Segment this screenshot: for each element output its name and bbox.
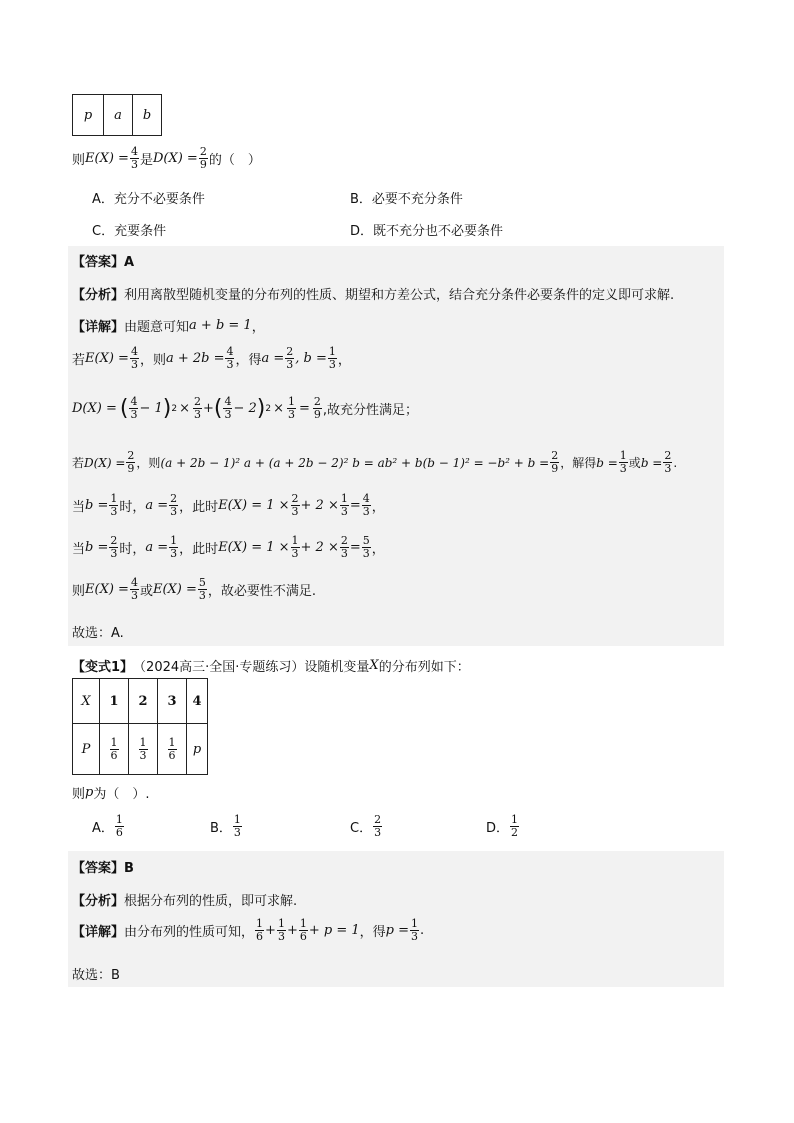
fraction: $\frac{2}{9}$: [127, 449, 135, 475]
fraction: $\frac{1}{3}$: [288, 395, 296, 421]
math-text: a =: [145, 498, 169, 513]
paren: (: [213, 396, 223, 421]
math-text: , b =: [295, 351, 327, 366]
variant-option-a: [92, 814, 125, 839]
text: ，得: [359, 925, 386, 940]
detail-line-5: [72, 535, 385, 560]
math-text: X: [369, 658, 379, 673]
question-stem: [72, 146, 261, 171]
fraction: $\frac{1}{6}$: [115, 813, 123, 839]
table-cell: 4: [187, 679, 208, 724]
analysis: [72, 284, 674, 303]
math-text: p: [85, 785, 94, 800]
fraction: $\frac{4}{3}$: [362, 492, 370, 518]
superscript: 2: [265, 403, 272, 414]
choice-line: 故选：A.: [72, 626, 124, 641]
text: ，此时: [179, 542, 219, 557]
fraction: $\frac{1}{3}$: [277, 917, 285, 943]
text: .: [420, 923, 425, 938]
math-text: + 2 ×: [300, 540, 339, 555]
fraction: $\frac{4}{3}$: [224, 395, 232, 421]
paren: (: [119, 396, 129, 421]
fraction: $\frac{1}{3}$: [233, 813, 241, 839]
math-text: E(X) =: [85, 351, 129, 366]
math-text: − 2: [233, 401, 257, 416]
analysis-text: 利用离散型随机变量的分布列的性质、期望和方差公式，结合充分条件必要条件的定义即可求解.: [124, 288, 675, 303]
math-text: +: [286, 923, 298, 938]
text: 的分布列如下：: [378, 660, 470, 675]
table-cell: b: [133, 95, 162, 136]
math-text: b =: [85, 498, 109, 513]
option-d: D．既不充分也不必要条件: [350, 224, 504, 239]
fraction: $\frac{2}{3}$: [170, 492, 178, 518]
analysis-label: 【分析】: [72, 288, 125, 303]
times-sign: ×: [273, 401, 285, 416]
text: 是: [139, 153, 153, 168]
math-text: b =: [85, 540, 109, 555]
text: 则: [72, 787, 86, 802]
text: ，解得: [560, 456, 597, 470]
math-text: E(X) = 1 ×: [218, 540, 290, 555]
table-cell: [100, 724, 129, 775]
detail-intro: [72, 316, 265, 335]
detail-line-2: [72, 396, 418, 421]
fraction: $\frac{2}{9}$: [313, 395, 321, 421]
text: C．: [350, 821, 373, 836]
fraction: $\frac{1}{3}$: [139, 735, 147, 762]
table-cell: 2: [129, 679, 158, 724]
table-cell: 1: [100, 679, 129, 724]
fraction: $\frac{1}{2}$: [511, 813, 519, 839]
math-text: + 2 ×: [300, 498, 339, 513]
math-text: − 1: [139, 401, 163, 416]
math-text: =: [349, 540, 361, 555]
table-cell: X: [73, 679, 100, 724]
variant-label: 【变式1】: [72, 660, 134, 675]
fraction: $\frac{4}{3}$: [226, 345, 234, 371]
text: ，则: [136, 456, 161, 470]
math-text: (a + 2b − 1)² a + (a + 2b − 2)² b = ab² + b(b − 1)² = −b² + b =: [160, 455, 550, 470]
fraction: $\frac{2}{3}$: [193, 395, 201, 421]
fraction: $\frac{5}{3}$: [362, 534, 370, 560]
text: ，得: [235, 353, 262, 368]
table-cell: 3: [158, 679, 187, 724]
text: ，此时: [179, 500, 219, 515]
math-text: a + b = 1: [189, 318, 252, 333]
text: 由分布列的性质可知，: [124, 925, 255, 940]
text: 或: [139, 584, 153, 599]
math-text: b =: [640, 455, 663, 470]
analysis: [72, 890, 297, 909]
paren: ): [256, 396, 266, 421]
table-cell: a: [104, 95, 133, 136]
fraction: $\frac{4}{3}$: [130, 145, 138, 171]
text: ，: [371, 542, 385, 557]
table-cell: P: [73, 724, 100, 775]
math-text: E(X) = 1 ×: [218, 498, 290, 513]
paren: ): [162, 396, 172, 421]
fraction: $\frac{2}{3}$: [374, 813, 382, 839]
math-text: a + 2b =: [165, 351, 225, 366]
text: 若: [72, 456, 85, 470]
math-text: a =: [261, 351, 285, 366]
math-text: a =: [145, 540, 169, 555]
table-cell: [158, 724, 187, 775]
detail-line: [72, 918, 424, 943]
text: ，故必要性不满足.: [207, 584, 317, 599]
variant-option-d: [486, 814, 520, 839]
detail-label: 【详解】: [72, 320, 125, 335]
text: D．: [486, 821, 510, 836]
detail-line-6: [72, 577, 316, 602]
text: 为（ ）.: [93, 787, 150, 802]
fraction: $\frac{1}{3}$: [411, 917, 418, 943]
option-a: A．充分不必要条件: [92, 192, 205, 207]
fraction: $\frac{1}{3}$: [170, 534, 178, 560]
fraction: $\frac{4}{3}$: [130, 395, 138, 421]
fraction: $\frac{2}{3}$: [340, 534, 348, 560]
fraction: $\frac{2}{3}$: [291, 492, 299, 518]
fraction: $\frac{2}{3}$: [110, 534, 118, 560]
text: 设随机变量: [304, 660, 370, 675]
superscript: 2: [171, 403, 178, 414]
analysis-text: 根据分布列的性质，即可求解.: [124, 894, 298, 909]
choice-line: 故选：B: [72, 968, 120, 983]
text: 的（ ）: [208, 153, 261, 168]
distribution-table-top: [72, 94, 162, 136]
table-cell: [129, 724, 158, 775]
fraction: $\frac{1}{6}$: [256, 917, 264, 943]
option-c: C．充要条件: [92, 224, 167, 239]
plus-sign: +: [202, 401, 214, 416]
fraction: $\frac{1}{6}$: [299, 917, 307, 943]
text: 若: [72, 353, 86, 368]
math-text: + p = 1: [308, 923, 360, 938]
detail-line-1: [72, 346, 351, 371]
option-b: B．必要不充分条件: [350, 192, 463, 207]
variant-question: [72, 783, 149, 802]
fraction: $\frac{4}{3}$: [130, 345, 138, 371]
fraction: $\frac{1}{3}$: [291, 534, 299, 560]
detail-line-3: [72, 450, 677, 475]
table-cell: p: [187, 724, 208, 775]
text: 时，: [119, 500, 146, 515]
text: B．: [210, 821, 232, 836]
math-text: p =: [385, 923, 409, 938]
detail-label: 【详解】: [72, 925, 125, 940]
math-text: D(X) =: [152, 151, 198, 166]
fraction: $\frac{1}{3}$: [328, 345, 336, 371]
table-cell: p: [73, 95, 104, 136]
fraction: $\frac{2}{9}$: [551, 449, 559, 475]
variant-option-c: [350, 814, 383, 839]
text: ，: [337, 353, 351, 368]
math-text: D(X) =: [84, 455, 126, 470]
distribution-table: [72, 678, 208, 775]
math-text: E(X) =: [85, 582, 129, 597]
math-text: +: [265, 923, 276, 938]
text: 当: [72, 542, 86, 557]
fraction: $\frac{1}{6}$: [168, 735, 176, 762]
fraction: $\frac{4}{3}$: [130, 576, 138, 602]
variant-source: （2024高三·全国·专题练习）: [133, 660, 305, 675]
text: 时，: [119, 542, 146, 557]
math-text: E(X) =: [85, 151, 129, 166]
text: 当: [72, 500, 86, 515]
text: 或: [628, 456, 641, 470]
text: 则: [72, 153, 86, 168]
fraction: $\frac{2}{3}$: [286, 345, 294, 371]
text: ，: [251, 320, 265, 335]
variant-option-b: [210, 814, 243, 839]
answer-label: 【答案】B: [72, 861, 134, 876]
math-text: b =: [596, 455, 618, 470]
analysis-label: 【分析】: [72, 894, 125, 909]
fraction: $\frac{1}{6}$: [110, 735, 118, 762]
text: .: [673, 455, 678, 470]
text: 则: [72, 584, 86, 599]
text: ，则: [139, 353, 166, 368]
times-sign: ×: [179, 401, 190, 416]
text: ,故充分性满足；: [322, 403, 419, 418]
fraction: $\frac{2}{3}$: [664, 449, 672, 475]
fraction: $\frac{1}{3}$: [619, 449, 627, 475]
math-text: E(X) =: [152, 582, 197, 597]
fraction: $\frac{1}{3}$: [110, 492, 118, 518]
fraction: $\frac{5}{3}$: [198, 576, 206, 602]
equals-sign: =: [299, 401, 310, 416]
text: ，: [371, 500, 385, 515]
text: 由题意可知: [124, 320, 190, 335]
math-text: D(X) =: [72, 401, 117, 416]
fraction: $\frac{1}{3}$: [340, 492, 348, 518]
math-text: =: [349, 498, 361, 513]
answer-label: 【答案】A: [72, 255, 135, 270]
text: A．: [92, 821, 114, 836]
detail-line-4: [72, 493, 385, 518]
fraction: $\frac{2}{9}$: [199, 145, 207, 171]
variant-stem: [72, 656, 470, 675]
